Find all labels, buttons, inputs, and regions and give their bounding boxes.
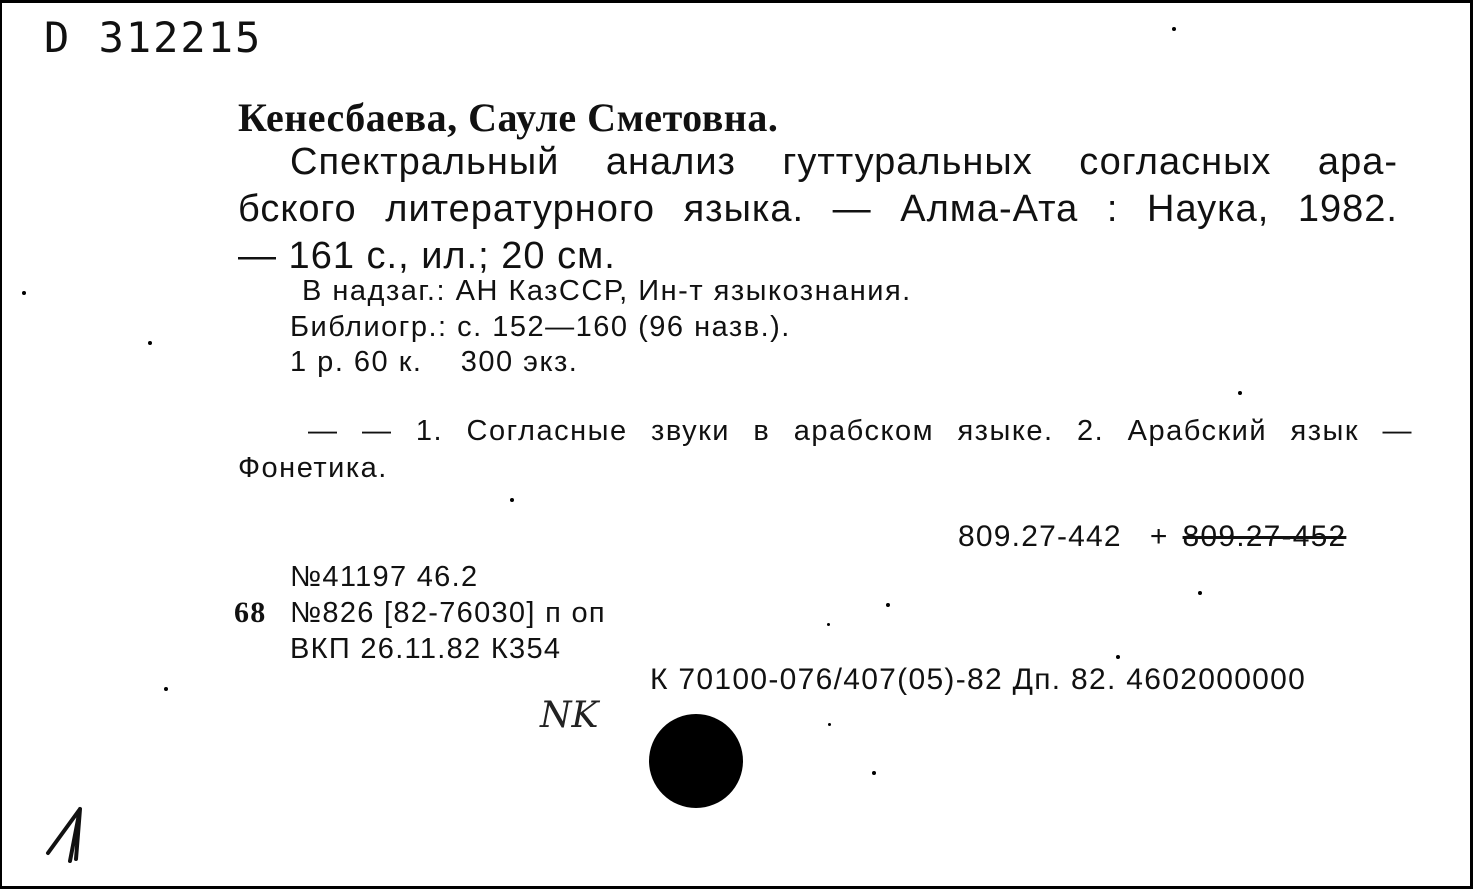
classification-current: 809.27-442 bbox=[958, 520, 1122, 553]
speck bbox=[22, 291, 26, 295]
reference-text: №41197 46.2 bbox=[290, 561, 479, 593]
publisher-code: К 70100-076/407(05)-82 Дп. 82. 4602000000 bbox=[650, 663, 1307, 696]
handwritten-mark-icon bbox=[42, 803, 92, 863]
card-id: D 312215 bbox=[44, 13, 263, 62]
speck bbox=[1238, 391, 1242, 395]
speck bbox=[1198, 591, 1202, 595]
price-line: 1 р. 60 к. 300 экз. bbox=[290, 346, 579, 378]
author-heading: Кенесбаева, Сауле Сметовна. bbox=[238, 95, 779, 140]
speck bbox=[872, 771, 876, 775]
subject-headings: — — 1. Согласные звуки в арабском языке. 2. Арабский язык — Фонетика. bbox=[238, 415, 1413, 484]
reference-line bbox=[234, 595, 606, 631]
title-statement bbox=[238, 139, 1398, 280]
reference-line bbox=[234, 631, 606, 667]
classification-plus: + bbox=[1149, 520, 1169, 553]
speck bbox=[1116, 655, 1120, 659]
reference-line bbox=[234, 559, 606, 595]
reference-text: №826 [82-76030] п оп bbox=[290, 597, 606, 629]
punch-hole-dot bbox=[649, 714, 743, 808]
note-line: Библиогр.: с. 152—160 (96 назв.). bbox=[290, 311, 791, 343]
reference-prefix: 68 bbox=[234, 596, 267, 629]
title-line: бского литературного языка. — Алма-Ата : Наука, 1982. bbox=[238, 188, 1398, 230]
reference-text: ВКП 26.11.82 К354 bbox=[290, 633, 562, 665]
classification bbox=[958, 520, 1346, 554]
speck bbox=[827, 623, 830, 626]
note-line: В надзаг.: АН КазССР, Ин-т языкознания. bbox=[302, 275, 912, 307]
speck bbox=[1172, 27, 1176, 31]
title-line: — 161 с., ил.; 20 см. bbox=[238, 235, 616, 277]
speck bbox=[828, 723, 831, 726]
classification-struck: 809.27-452 bbox=[1182, 520, 1347, 553]
speck bbox=[148, 341, 152, 345]
speck bbox=[164, 687, 168, 691]
speck bbox=[510, 498, 514, 502]
handwritten-initials: NK bbox=[540, 695, 599, 736]
speck bbox=[886, 603, 890, 607]
reference-block bbox=[234, 559, 606, 667]
title-line: Спектральный анализ гуттуральных согласных ара- bbox=[290, 141, 1398, 183]
